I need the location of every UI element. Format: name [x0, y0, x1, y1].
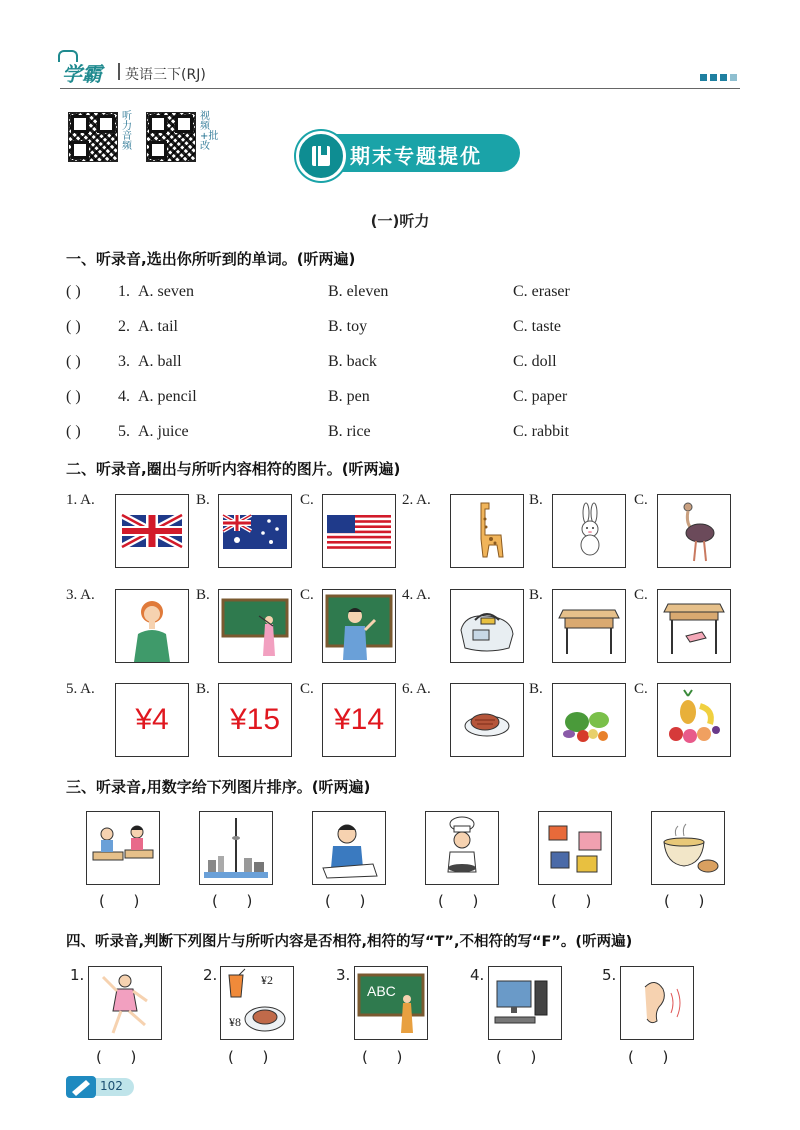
price-card[interactable]: [115, 683, 189, 757]
answer-blank[interactable]: ( ): [66, 318, 81, 335]
answer-blank[interactable]: ( ): [325, 892, 366, 910]
ostrich-picture[interactable]: [657, 494, 731, 568]
price-card[interactable]: [218, 683, 292, 757]
dancer-picture[interactable]: [88, 966, 162, 1040]
option-b: B. eleven: [328, 283, 389, 300]
drink-food-picture[interactable]: [220, 966, 294, 1040]
answer-blank[interactable]: ( ): [628, 1048, 669, 1066]
schoolbag-picture[interactable]: [450, 589, 524, 663]
qr-code-video[interactable]: [146, 112, 196, 162]
option-b-label: B.: [196, 681, 210, 697]
header-square-icon: [710, 74, 717, 81]
answer-blank[interactable]: ( ): [66, 388, 81, 405]
option-b-label: B.: [529, 492, 543, 508]
desk-eraser-picture[interactable]: [657, 589, 731, 663]
section4-title: 四、听录音,判断下列图片与所听内容是否相符,相符的写“T”,不相符的写“F”。(听两遍): [66, 934, 633, 950]
boxes-picture[interactable]: [538, 811, 612, 885]
option-b-label: B.: [196, 492, 210, 508]
answer-blank[interactable]: ( ): [228, 1048, 269, 1066]
ear-picture[interactable]: [620, 966, 694, 1040]
option-c: C. paper: [513, 388, 568, 405]
option-a: A. seven: [138, 283, 194, 300]
fruits-picture[interactable]: [657, 683, 731, 757]
qr-audio-label: 听力音频: [122, 111, 132, 152]
option-b-label: B.: [529, 681, 543, 697]
answer-blank[interactable]: ( ): [362, 1048, 403, 1066]
chef-picture[interactable]: [425, 811, 499, 885]
header-separator: [118, 63, 120, 80]
option-b-label: B.: [529, 587, 543, 603]
question-row: [66, 388, 746, 412]
item-number: 2.: [203, 966, 218, 984]
brand-logo: 学霸: [62, 62, 102, 86]
australia-flag-picture[interactable]: [218, 494, 292, 568]
option-c-label: C.: [300, 681, 314, 697]
question-number: 4.: [118, 388, 130, 405]
question-row: [66, 283, 746, 307]
item-number: 5.: [602, 966, 617, 984]
price-text: ¥4: [135, 703, 169, 736]
question-number: 5.: [118, 423, 130, 440]
computer-picture[interactable]: [488, 966, 562, 1040]
giraffe-picture[interactable]: [450, 494, 524, 568]
price-card[interactable]: [322, 683, 396, 757]
banner-title: 期末专题提优: [350, 144, 482, 168]
part-title: (一)听力: [370, 212, 430, 230]
male-teacher-picture[interactable]: [322, 589, 396, 663]
answer-blank[interactable]: ( ): [66, 283, 81, 300]
option-c-label: C.: [634, 587, 648, 603]
option-c-label: C.: [634, 492, 648, 508]
city-tower-picture[interactable]: [199, 811, 273, 885]
answer-blank[interactable]: ( ): [99, 892, 140, 910]
abc-board-picture[interactable]: [354, 966, 428, 1040]
option-b: B. toy: [328, 318, 368, 335]
answer-blank[interactable]: ( ): [664, 892, 705, 910]
option-a: A. pencil: [138, 388, 197, 405]
question-number: 3.: [118, 353, 130, 370]
option-b: B. back: [328, 353, 377, 370]
woman-picture[interactable]: [115, 589, 189, 663]
board-text: ABC: [367, 983, 396, 999]
q3-label: 3. A.: [66, 587, 95, 603]
q1-label: 1. A.: [66, 492, 95, 508]
answer-blank[interactable]: ( ): [551, 892, 592, 910]
answer-blank[interactable]: ( ): [438, 892, 479, 910]
q2-label: 2. A.: [402, 492, 431, 508]
option-c: C. doll: [513, 353, 557, 370]
answer-blank[interactable]: ( ): [96, 1048, 137, 1066]
option-a: A. tail: [138, 318, 178, 335]
pencil-icon: [66, 1076, 96, 1098]
food-price: ¥8: [229, 1015, 241, 1029]
header-rule: [60, 88, 740, 89]
section1-title: 一、听录音,选出你所听到的单词。(听两遍): [66, 250, 356, 268]
option-c: C. taste: [513, 318, 561, 335]
question-number: 2.: [118, 318, 130, 335]
header-square-icon: [730, 74, 737, 81]
uk-flag-picture[interactable]: [115, 494, 189, 568]
section2-title: 二、听录音,圈出与所听内容相符的图片。(听两遍): [66, 460, 401, 478]
vegetables-picture[interactable]: [552, 683, 626, 757]
drink-price: ¥2: [261, 973, 273, 987]
book-title: 英语三下(RJ): [125, 67, 206, 83]
option-c-label: C.: [300, 587, 314, 603]
option-c-label: C.: [634, 681, 648, 697]
item-number: 4.: [470, 966, 485, 984]
boy-drawing-picture[interactable]: [312, 811, 386, 885]
answer-blank[interactable]: ( ): [496, 1048, 537, 1066]
question-row: [66, 353, 746, 377]
question-row: [66, 423, 746, 447]
book-icon: [296, 131, 346, 181]
option-b: B. pen: [328, 388, 370, 405]
rabbit-picture[interactable]: [552, 494, 626, 568]
desk-picture[interactable]: [552, 589, 626, 663]
soup-bread-picture[interactable]: [651, 811, 725, 885]
price-text: ¥14: [333, 703, 385, 736]
answer-blank[interactable]: ( ): [66, 353, 81, 370]
item-number: 3.: [336, 966, 351, 984]
price-text: ¥15: [229, 703, 281, 736]
item-number: 1.: [70, 966, 85, 984]
question-row: [66, 318, 746, 342]
section3-title: 三、听录音,用数字给下列图片排序。(听两遍): [66, 778, 371, 796]
header-square-icon: [700, 74, 707, 81]
q4-label: 4. A.: [402, 587, 431, 603]
header-square-icon: [720, 74, 727, 81]
option-a: A. ball: [138, 353, 182, 370]
option-b: B. rice: [328, 423, 371, 440]
q5-label: 5. A.: [66, 681, 95, 697]
steak-picture[interactable]: [450, 683, 524, 757]
classroom-picture[interactable]: [86, 811, 160, 885]
q6-label: 6. A.: [402, 681, 431, 697]
answer-blank[interactable]: ( ): [212, 892, 253, 910]
female-teacher-picture[interactable]: [218, 589, 292, 663]
option-c-label: C.: [300, 492, 314, 508]
option-a: A. juice: [138, 423, 189, 440]
question-number: 1.: [118, 283, 130, 300]
qr-code-audio[interactable]: [68, 112, 118, 162]
qr-video-label: 视频+批改: [200, 111, 219, 152]
option-c: C. eraser: [513, 283, 570, 300]
answer-blank[interactable]: ( ): [66, 423, 81, 440]
option-b-label: B.: [196, 587, 210, 603]
usa-flag-picture[interactable]: [322, 494, 396, 568]
page-number: 102: [100, 1079, 123, 1093]
option-c: C. rabbit: [513, 423, 569, 440]
